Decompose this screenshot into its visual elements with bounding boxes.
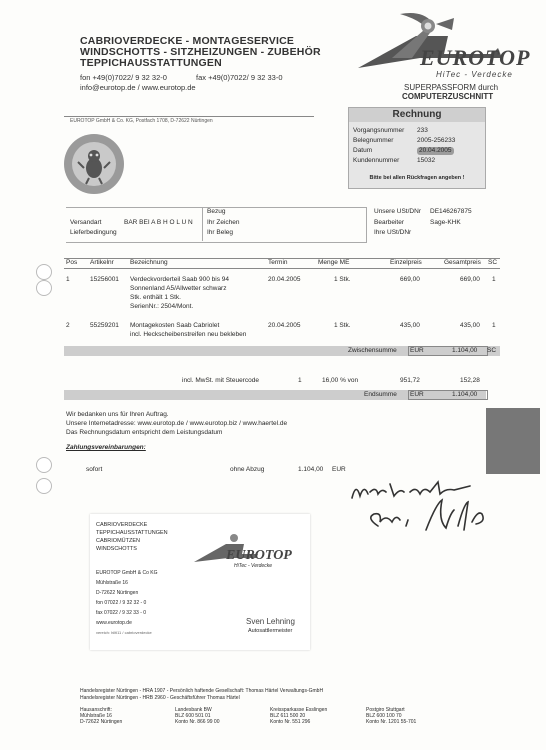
handwritten-signature (346, 474, 502, 546)
ust-value: DE146267875 (430, 208, 472, 215)
footer-col: Kreissparkasse Esslingen (270, 707, 328, 713)
col-einzelpreis: Einzelpreis (390, 259, 422, 266)
payment-amount: 1.104,00 (298, 466, 324, 473)
table-cell: incl. Heckscheibenstreifen neu bekleben (130, 331, 247, 338)
sender-rule (64, 116, 314, 117)
table-cell: 20.04.2005 (268, 322, 301, 329)
vat-rate: 16,00 % von (322, 377, 359, 384)
table-cell: 669,00 (460, 276, 480, 283)
table-cell: Montagekosten Saab Cabriolet (130, 322, 220, 329)
ust-label: Unsere USt/DNr (374, 208, 421, 215)
scan-shadow-block (486, 408, 540, 474)
invoice-date-value: 20.04.2005 (419, 147, 452, 154)
company-seal-stamp (62, 132, 126, 196)
tagline-1: SUPERPASSFORM durch (404, 83, 499, 92)
card-line: TEPPICHAUSSTATTUNGEN (96, 530, 168, 536)
table-cell: Stk. enthält 1 Stk. (130, 294, 181, 301)
bezug-label: Bezug (207, 208, 226, 215)
card-addr: D-72622 Nürtingen (96, 590, 139, 596)
vat-code: 1 (298, 377, 302, 384)
invoice-row-label: Belegnummer (353, 137, 394, 144)
logo-subtitle: HiTec - Verdecke (436, 70, 513, 79)
col-sc: SC (488, 259, 498, 266)
card-subtitle: HiTec - Verdecke (234, 563, 272, 569)
footer-col: Konto Nr. 1201 55-701 (366, 719, 417, 725)
card-addr: EUROTOP GmbH & Co KG (96, 570, 158, 576)
thanks-line: Wir bedanken uns für Ihren Auftrag. (66, 411, 169, 418)
total-value: 1.104,00 (452, 391, 478, 398)
total-label: Endsumme (364, 391, 397, 398)
company-line-3: TEPPICHAUSSTATTUNGEN (80, 57, 222, 69)
invoice-row-value: 2005-256233 (417, 137, 456, 144)
table-cell: 1 (66, 276, 70, 283)
table-cell: 15256001 (90, 276, 119, 283)
subtotal-label: Zwischensumme (348, 347, 397, 354)
table-cell: SerienNr.: 2504/Mont. (130, 303, 194, 310)
subtotal-sc: SC (487, 347, 497, 354)
punch-hole (36, 457, 52, 473)
invoice-row-value: 233 (417, 127, 428, 134)
card-small: vereich: hiltl11 / cabrioverdecke (96, 630, 152, 635)
register-line-1: Handelsregister Nürtingen - HRA 1907 - Persönlich haftende Gesellschaft: Thomas Härtel Verwaltungs-GmbH (80, 688, 324, 694)
fax: fax +49(0)7022/ 9 32 33-0 (196, 73, 283, 82)
company-line-2: WINDSCHOTTS - SITZHEIZUNGEN - ZUBEHÖR (80, 46, 321, 58)
table-cell: Verdeckvorderteil Saab 900 bis 94 (130, 276, 230, 283)
footer-col: BLZ 600 100 70 (366, 713, 402, 719)
table-cell: 1 (492, 276, 496, 283)
footer-col: BLZ 611 500 20 (270, 713, 306, 719)
table-cell: 20.04.2005 (268, 276, 301, 283)
ihr-beleg-label: Ihr Beleg (207, 229, 234, 236)
card-line: CABRIOMÜTZEN (96, 538, 140, 544)
table-cell: 1 Stk. (334, 322, 351, 329)
table-cell: 1 Stk. (334, 276, 351, 283)
invoice-note: Bitte bei allen Rückfragen angeben ! (369, 175, 465, 181)
table-cell: 1 (492, 322, 496, 329)
table-cell: Sonnenland A5/Allwetter schwarz (130, 285, 227, 292)
footer-col: Postgiro Stuttgart (366, 707, 405, 713)
bearbeiter-label: Bearbeiter (374, 219, 404, 226)
versandart-value: BAR BEI A B H O L U N (124, 219, 193, 226)
invoice-row-label: Kundennummer (353, 157, 400, 164)
card-addr: fax 07022 / 9 32 33 - 0 (96, 610, 147, 616)
punch-hole (36, 264, 52, 280)
table-cell: 2 (66, 322, 70, 329)
card-wordmark: EUROTOP (226, 548, 292, 563)
card-line: WINDSCHOTTS (96, 546, 137, 552)
invoice-row-label: Vorgangsnummer (353, 127, 405, 134)
phone: fon +49(0)7022/ 9 32 32-0 (80, 73, 167, 82)
info-divider (202, 207, 203, 241)
card-addr: fon 07022 / 9 32 32 - 0 (96, 600, 147, 606)
footer-col: Mühlstraße 16 (80, 713, 112, 719)
invoice-title: Rechnung (349, 108, 485, 122)
table-cell: 669,00 (400, 276, 420, 283)
col-pos: Pos (66, 259, 78, 266)
total-currency: EUR (410, 391, 424, 398)
footer-col: Konto Nr. 866 99 00 (175, 719, 220, 725)
table-cell: 435,00 (400, 322, 420, 329)
payment-abzug: ohne Abzug (230, 466, 265, 473)
versandart-label: Versandart (70, 219, 102, 226)
col-menge: Menge ME (318, 259, 350, 266)
register-line-2: Handelsregister Nürtingen - HRB 2960 - Geschäftsführer Thomas Härtel (80, 695, 240, 701)
company-line-1: CABRIOVERDECKE - MONTAGESERVICE (80, 35, 295, 47)
vat-label: incl. MwSt. mit Steuercode (182, 377, 259, 384)
invoice-row-label: Datum (353, 147, 373, 154)
invoice-box (348, 107, 486, 189)
ihre-ust-label: Ihre USt/DNr (374, 229, 412, 236)
vat-value: 152,28 (460, 377, 480, 384)
col-termin: Termin (268, 259, 288, 266)
footer-col: BLZ 600 501 01 (175, 713, 211, 719)
card-name: Sven Lehning (246, 617, 295, 626)
footer-col: D-72622 Nürtingen (80, 719, 123, 725)
punch-hole (36, 280, 52, 296)
subtotal-value: 1.104,00 (452, 347, 478, 354)
col-bezeichnung: Bezeichnung (130, 259, 168, 266)
payment-currency: EUR (332, 466, 346, 473)
lieferbedingung-label: Lieferbedingung (70, 229, 117, 236)
tagline-2: COMPUTERZUSCHNITT (402, 92, 494, 101)
card-role: Autosattlermeister (248, 628, 293, 634)
col-gesamtpreis: Gesamtpreis (444, 259, 481, 266)
card-addr: Mühlstraße 16 (96, 580, 128, 586)
table-cell: 435,00 (460, 322, 480, 329)
footer-col: Hausanschrift: (80, 707, 112, 713)
logo-wordmark: EUROTOP (420, 45, 531, 70)
subtotal-currency: EUR (410, 347, 424, 354)
footer-col: Landesbank BW (175, 707, 212, 713)
payment-terms-heading: Zahlungsvereinbarungen: (66, 444, 146, 451)
ihr-zeichen-label: Ihr Zeichen (207, 219, 240, 226)
footer-col: Konto Nr. 551 296 (270, 719, 311, 725)
email-web: info@eurotop.de / www.eurotop.de (80, 83, 196, 92)
date-note: Das Rechnungsdatum entspricht dem Leistungsdatum (66, 429, 223, 436)
card-addr: www.eurotop.de (96, 620, 132, 626)
web-line: Unsere Internetadresse: www.eurotop.de / www.eurotop.biz / www.haertel.de (66, 420, 288, 427)
punch-hole (36, 478, 52, 494)
bearbeiter-value: Sage-KHK (430, 219, 461, 226)
card-line: CABRIOVERDECKE (96, 522, 148, 528)
vat-base: 951,72 (400, 377, 420, 384)
col-artikelnr: Artikelnr (90, 259, 114, 266)
invoice-row-value: 15032 (417, 157, 436, 164)
sender-line: EUROTOP GmbH & Co. KG, Postfach 1708, D-72622 Nürtingen (70, 118, 213, 124)
payment-sofort: sofort (86, 466, 103, 473)
table-cell: 55259201 (90, 322, 119, 329)
